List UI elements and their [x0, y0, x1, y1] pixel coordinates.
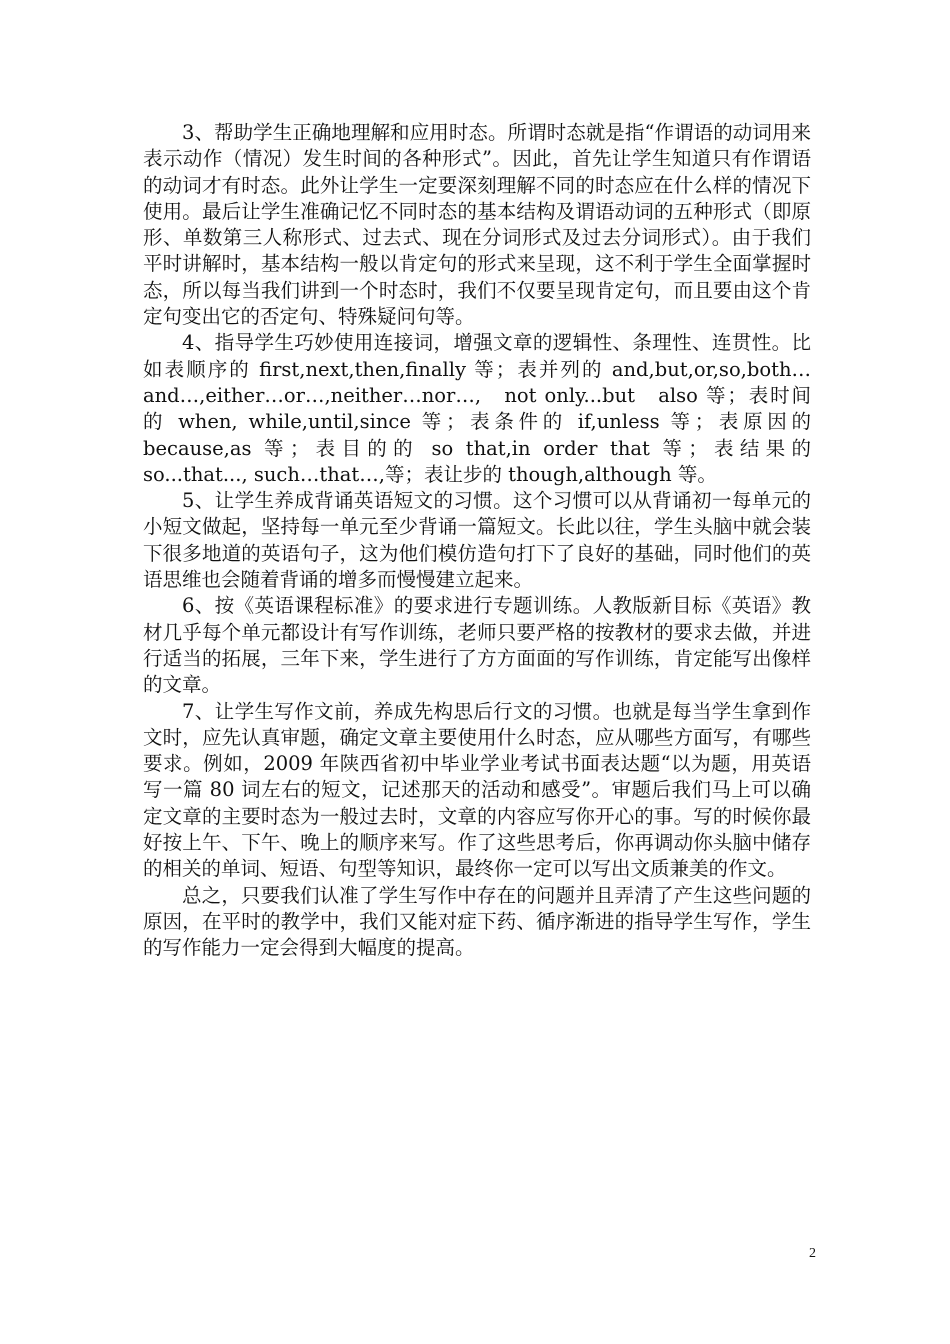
paragraph-tense: 3、帮助学生正确地理解和应用时态。所谓时态就是指“作谓语的动词用来表示动作（情况）发生时间的各种形式”。因此，首先让学生知道只有作谓语的动词才有时态。此外让学生一定要深刻理解不同的时态应在什么样的情况下使用。最后让学生准确记忆不同时态的基本结构及谓语动词的五种形式（即原形、单数第三人称形式、过去式、现在分词形式及过去分词形式）。由于我们平时讲解时，基本结构一般以肯定句的形式来呈现，这不利于学生全面掌握时态，所以每当我们讲到一个时态时，我们不仅要呈现肯定句，而且要由这个肯定句变出它的否定句、特殊疑问句等。	[143, 121, 811, 329]
paragraph-curriculum-training: 6、按《英语课程标准》的要求进行专题训练。人教版新目标《英语》教材几乎每个单元都设计有写作训练，老师只要严格的按教材的要求去做，并进行适当的拓展，三年下来，学生进行了方方面面的写作训练，肯定能写出像样的文章。	[143, 594, 811, 697]
paragraph-recitation: 5、让学生养成背诵英语短文的习惯。这个习惯可以从背诵初一每单元的小短文做起，坚持每一单元至少背诵一篇短文。长此以往，学生头脑中就会装下很多地道的英语句子，这为他们模仿造句打下了良好的基础，同时他们的英语思维也会随着背诵的增多而慢慢建立起来。	[143, 489, 811, 592]
document-body	[143, 120, 811, 962]
paragraph-planning: 7、让学生写作文前，养成先构思后行文的习惯。也就是每当学生拿到作文时，应先认真审题，确定文章主要使用什么时态，应从哪些方面写，有哪些要求。例如，2009 年陕西省初中毕业学业考试书面表达题“以为题，用英语写一篇 80 词左右的短文，记述那天的活动和感受”。审题后我们马上可以确定文章的主要时态为一般过去时，文章的内容应写你开心的事。写的时候你最好按上午、下午、晚上的顺序来写。作了这些思考后，你再调动你头脑中储存的相关的单词、短语、句型等知识，最终你一定可以写出文质兼美的作文。	[143, 699, 811, 881]
paragraph-conjunctions: 4、指导学生巧妙使用连接词，增强文章的逻辑性、条理性、连贯性。比如表顺序的 first,next,then,finally 等；表并列的 and,but,or,so,both…and…,either…or…,neither…nor…, not only...but also 等；表时间的 when, while,until,since 等；表条件的 if,unless 等；表原因的 because,as 等；表目的的 so that,in order that 等；表结果的 so...that..., such…that…,等；表让步的 though,although 等。	[143, 331, 811, 486]
page-number: 2	[809, 1246, 816, 1261]
paragraph-summary: 总之，只要我们认准了学生写作中存在的问题并且弄清了产生这些问题的原因，在平时的教学中，我们又能对症下药、循序渐进的指导学生写作，学生的写作能力一定会得到大幅度的提高。	[143, 883, 811, 960]
